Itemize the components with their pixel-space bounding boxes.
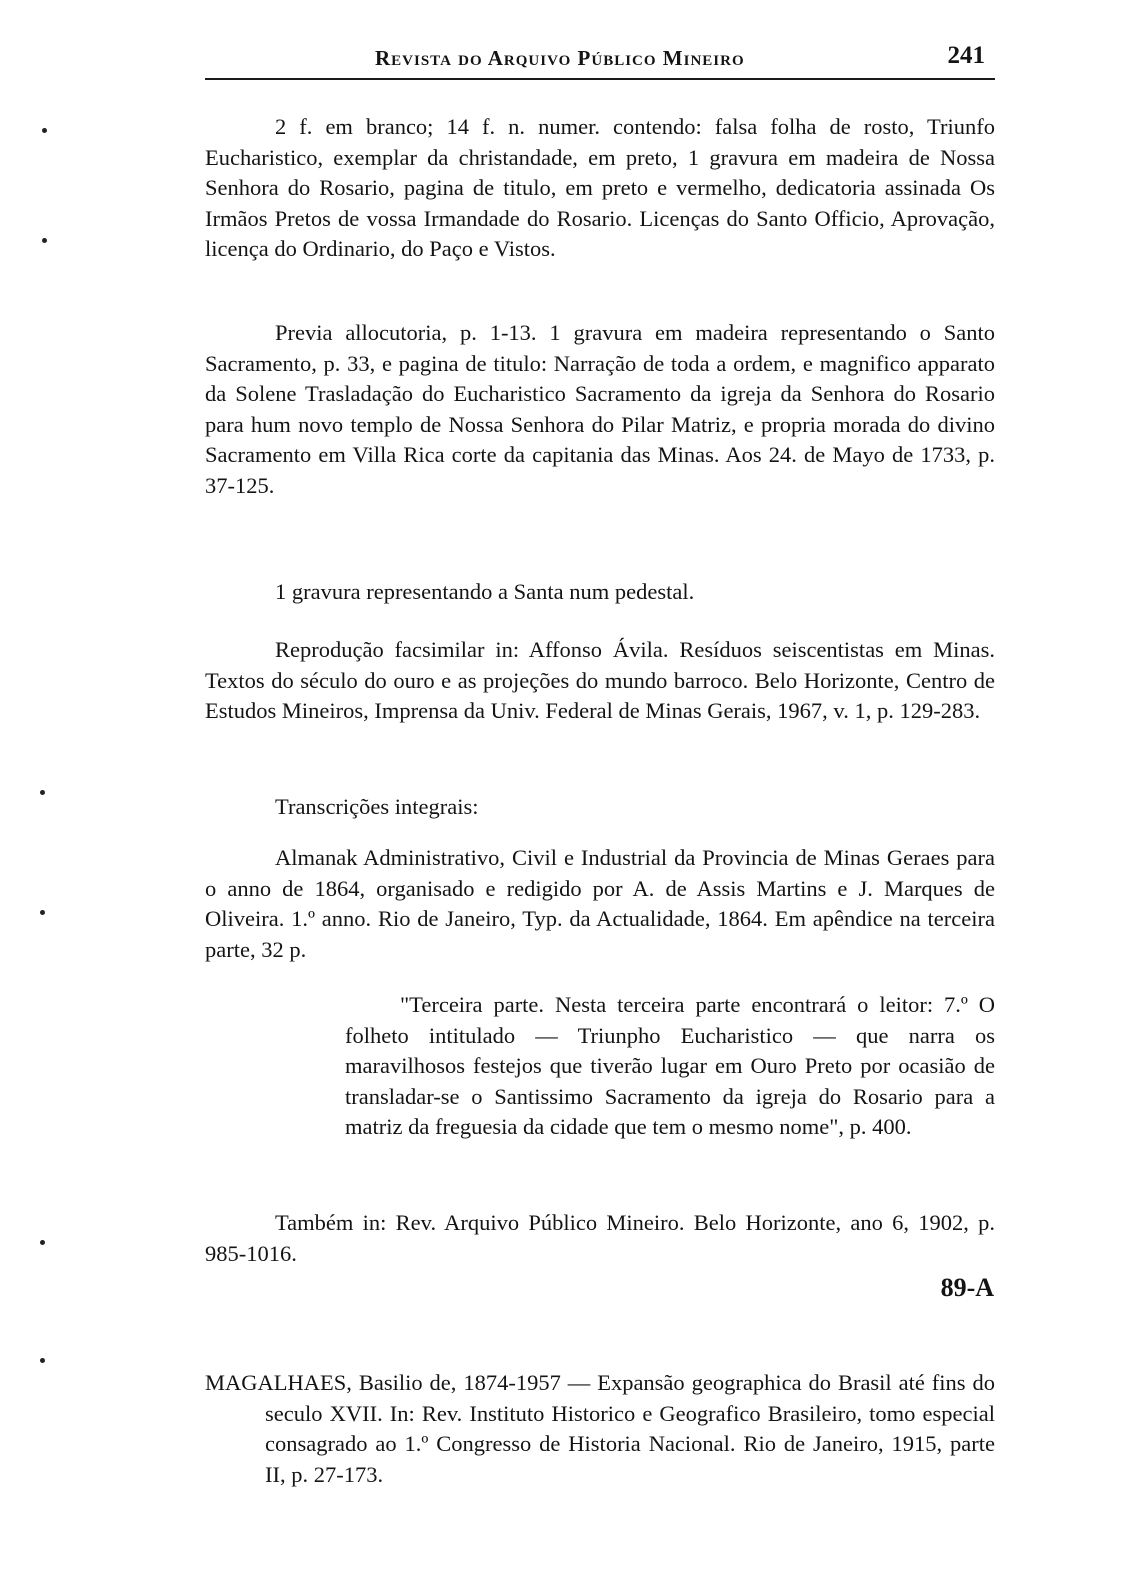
paragraph-almanak: Almanak Administrativo, Civil e Industrial da Provincia de Minas Geraes para o anno de 1864, organisado e redigido por A. de Assis Martins e J. Marques de Oliveira. 1.º anno. Rio de Janeiro, Typ. da Actualidade, 1864. Em apêndice na terceira parte, 32 p.: [205, 845, 995, 962]
page-number: 241: [947, 42, 985, 69]
entry-number: 89-A: [940, 1273, 994, 1302]
description-paragraph: [205, 112, 995, 265]
paragraph-also-in: Também in: Rev. Arquivo Público Mineiro. Belo Horizonte, ano 6, 1902, p. 985-1016.: [205, 1210, 995, 1266]
margin-mark: [42, 128, 47, 133]
journal-title: Revista do Arquivo Público Mineiro: [375, 46, 745, 70]
paragraph-collation: 2 f. em branco; 14 f. n. numer. contendo: falsa folha de rosto, Triunfo Eucharistico, exemplar da christandade, em preto, 1 gravura em madeira de Nossa Senhora do Rosario, pagina de titulo, em preto e vermelho, dedicatoria assinada Os Irmãos Pretos de vossa Irmandade do Rosario. Licenças do Santo Officio, Aprovação, licença do Ordinario, do Paço e Vistos.: [205, 114, 995, 261]
description-paragraph: [205, 577, 995, 608]
paragraph-facsimile: Reprodução facsimilar in: Affonso Ávila. Resíduos seiscentistas em Minas. Textos do século do ouro e as projeções do mundo barroco. Belo Horizonte, Centro de Estudos Mineiros, Imprensa da Univ. Federal de Minas Gerais, 1967, v. 1, p. 129-283.: [205, 637, 995, 723]
description-paragraph: [205, 635, 995, 727]
margin-mark: [42, 238, 47, 243]
description-paragraph: [205, 318, 995, 501]
paragraph-transcriptions-heading: Transcrições integrais:: [275, 794, 479, 819]
margin-mark: [40, 790, 45, 795]
description-paragraph: [205, 843, 995, 965]
block-quote: "Terceira parte. Nesta terceira parte encontrará o leitor: 7.º O folheto intitulado — Triunpho Eucharistico — que narra os maravilhosos festejos que tiverão lugar em Ouro Preto por ocasião de transladar-se o Santissimo Sacramento da igreja do Rosario para a matriz da freguesia da cidade que tem o mesmo nome", p. 400.: [345, 992, 995, 1139]
description-paragraph: [205, 792, 995, 823]
margin-mark: [40, 1358, 45, 1363]
bibliography-entry: MAGALHAES, Basilio de, 1874-1957 — Expansão geographica do Brasil até fins do seculo XVII. In: Rev. Instituto Historico e Geografico Brasileiro, tomo especial consagrado ao 1.º Congresso de Historia Nacional. Rio de Janeiro, 1915, parte II, p. 27-173.: [205, 1370, 995, 1487]
margin-mark: [40, 1240, 45, 1245]
paragraph-contents: Previa allocutoria, p. 1-13. 1 gravura em madeira representando o Santo Sacramento, p. 33, e pagina de titulo: Narração de toda a ordem, e magnifico apparato da Solene Trasladação do Eucharistico Sacramento da igreja da Senhora do Rosario para hum novo templo de Nossa Senhora do Pilar Matriz, e propria morada do divino Sacramento em Villa Rica corte da capitania das Minas. Aos 24. de Mayo de 1733, p. 37-125.: [205, 320, 995, 498]
running-header: [205, 38, 995, 80]
paragraph-engraving: 1 gravura representando a Santa num pedestal.: [275, 579, 695, 604]
description-paragraph: [205, 1208, 995, 1269]
margin-mark: [40, 910, 45, 915]
